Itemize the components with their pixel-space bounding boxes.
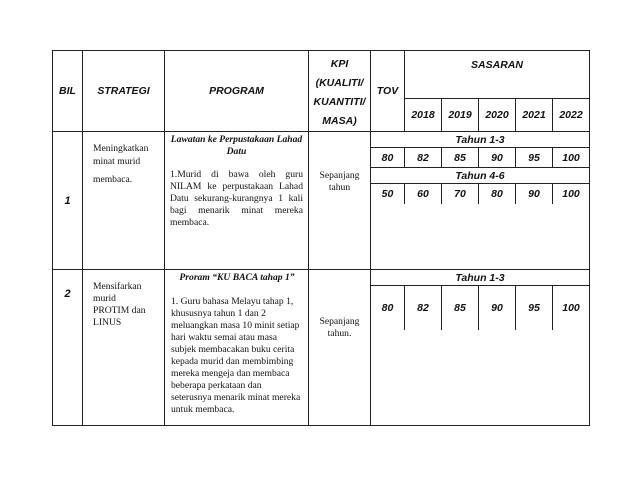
target-cell: 90 xyxy=(516,184,553,204)
row-1-group-2-tov: 50 xyxy=(371,184,405,204)
target-cell: 82 xyxy=(405,148,442,168)
kpi-line: tahun. xyxy=(327,327,352,339)
header-program: PROGRAM xyxy=(165,51,309,132)
program-title: Proram “KU BACA tahap 1” xyxy=(179,272,295,283)
header-kpi-line: MASA) xyxy=(322,115,357,127)
row-1-group-2-label: Tahun 4-6 xyxy=(371,168,590,184)
year-2022: 2022 xyxy=(553,99,590,132)
row-1-blank xyxy=(371,204,590,270)
target-cell: 85 xyxy=(442,148,479,168)
header-tov: TOV xyxy=(371,51,405,132)
target-cell: 80 xyxy=(479,184,516,204)
row-1-kpi xyxy=(309,132,371,270)
target-cell: 70 xyxy=(442,184,479,204)
target-cell: 100 xyxy=(553,184,590,204)
target-cell: 90 xyxy=(479,148,516,168)
year-2018: 2018 xyxy=(405,99,442,132)
header-kpi-line: (KUALITI/ xyxy=(315,77,364,89)
header-sasaran: SASARAN xyxy=(405,51,590,99)
strategi-line: membaca. xyxy=(93,174,133,185)
kpi-line: Sepanjang xyxy=(319,169,360,181)
kpi-line: tahun xyxy=(328,181,351,193)
row-2-strategi xyxy=(83,270,165,426)
row-1-group-1-tov: 80 xyxy=(371,148,405,168)
year-2019: 2019 xyxy=(442,99,479,132)
target-cell: 100 xyxy=(553,286,590,330)
program-body: 1. Guru bahasa Melayu tahap 1, khususnya tahun 1 dan 2 meluangkan masa 10 minit setiap hari waktu semai atau masa subjek membacakan buku cerita kepada murid dan membimbing mereka mengeja dan membaca beberapa perkataan dan seterusnya menarik minat mereka untuk membaca. xyxy=(171,296,301,415)
strategi-line: minat murid xyxy=(93,156,141,167)
row-2-group-1-tov: 80 xyxy=(371,286,405,330)
strategi-line: Meningkatkan xyxy=(93,143,149,154)
header-strategi: STRATEGI xyxy=(83,51,165,132)
strategi-line: LINUS xyxy=(93,317,122,328)
target-cell: 82 xyxy=(405,286,442,330)
row-1-bil: 1 xyxy=(53,132,83,270)
sasaran-table xyxy=(52,50,590,426)
header-kpi-line: KPI xyxy=(330,58,349,70)
row-2-bil: 2 xyxy=(53,270,83,426)
year-2021: 2021 xyxy=(516,99,553,132)
header-kpi-line: KUANTITI/ xyxy=(313,96,366,108)
header-bil: BIL xyxy=(53,51,83,132)
row-2-program xyxy=(165,270,309,426)
row-2-kpi xyxy=(309,270,371,426)
row-1-program xyxy=(165,132,309,270)
row-2-group-1-label: Tahun 1-3 xyxy=(371,270,590,286)
target-cell: 60 xyxy=(405,184,442,204)
target-cell: 95 xyxy=(516,286,553,330)
program-body: 1.Murid di bawa oleh guru NILAM ke perpustakaan Lahad Datu sekurang-kurangnya 1 kali bagi menarik minat mereka membaca. xyxy=(170,169,303,228)
target-cell: 85 xyxy=(442,286,479,330)
strategi-line: Mensifarkan murid xyxy=(93,281,142,304)
row-1-group-1-label: Tahun 1-3 xyxy=(371,132,590,148)
row-1-strategi xyxy=(83,132,165,270)
target-cell: 90 xyxy=(479,286,516,330)
target-cell: 95 xyxy=(516,148,553,168)
target-cell: 100 xyxy=(553,148,590,168)
header-kpi xyxy=(309,51,371,132)
row-2-blank xyxy=(371,330,590,426)
strategi-line: PROTIM dan xyxy=(93,305,146,316)
year-2020: 2020 xyxy=(479,99,516,132)
kpi-line: Sepanjang xyxy=(319,315,360,327)
program-title: Lawatan ke Perpustakaan Lahad Datu xyxy=(170,134,303,157)
